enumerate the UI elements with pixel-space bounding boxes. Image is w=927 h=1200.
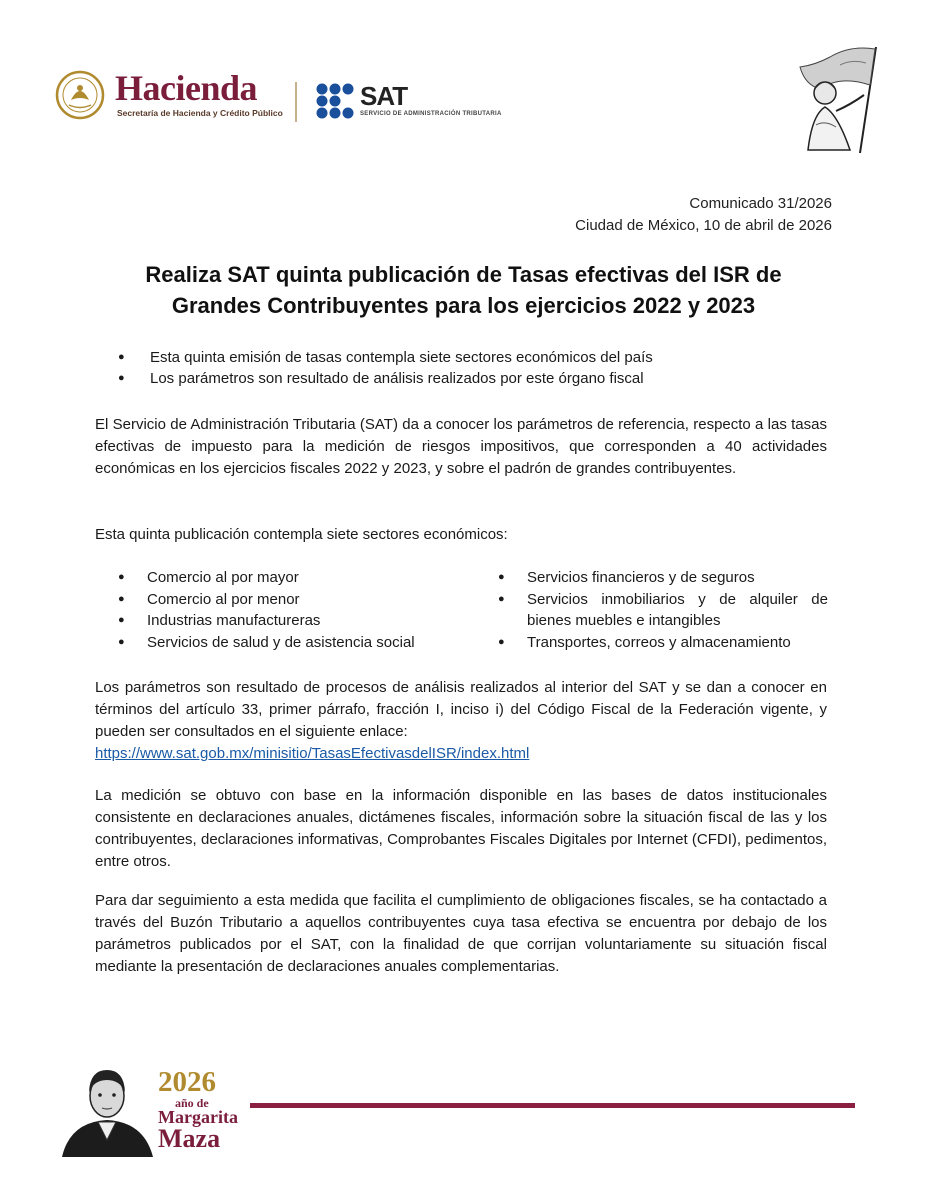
heroine-flag-illustration	[780, 45, 888, 155]
paragraph-measurement: La medición se obtuvo con base en la información disponible en las bases de datos institucionales consistente en declaraciones anuales, dictámenes fiscales, información sobre la situación fiscal de las y los contribuyentes, declaraciones informativas, Comprobantes Fiscales Digitales por Internet (CFDI), pedimentos, entre otros.	[95, 787, 827, 870]
title-line-1: Realiza SAT quinta publicación de Tasas efectivas del ISR de	[145, 262, 782, 287]
title-line-2: Grandes Contribuyentes para los ejercicios 2022 y 2023	[171, 293, 756, 318]
list-item: ● Servicios inmobiliarios y de alquiler de bienes muebles e intangibles	[498, 589, 828, 632]
sat-title: SAT	[360, 81, 408, 111]
sat-logo-icon	[315, 82, 355, 120]
hacienda-title: Hacienda	[115, 68, 258, 108]
sectors-left-column	[118, 567, 458, 653]
header-logos	[55, 68, 535, 128]
footer-year: 2026	[158, 1066, 216, 1098]
hacienda-subtitle: Secretaría de Hacienda y Crédito Público	[117, 108, 283, 118]
list-item: ● Comercio al por mayor	[118, 567, 458, 589]
national-seal-icon	[55, 70, 105, 120]
paragraph-follow-up: Para dar seguimiento a esta medida que facilita el cumplimiento de obligaciones fiscales, se ha contactado a través del Buzón Tributario a aquellos contribuyentes cuya tasa efectiva se encuentra por debajo de los parámetros publicados por el SAT, con la finalidad de que corrijan voluntariamente su situación fiscal mediante la presentación de declaraciones anuales complementarias.	[95, 892, 827, 975]
highlights-list	[118, 347, 818, 389]
comunicado-number: Comunicado 31/2026	[689, 195, 832, 212]
page-title	[95, 259, 832, 321]
list-item: ● Servicios financieros y de seguros	[498, 567, 828, 589]
paragraph-intro: El Servicio de Administración Tributaria (SAT) da a conocer los parámetros de referencia, respecto a las tasas efectivas de impuesto para la medición de riesgos impositivos, que corresponden a 40 actividades económicas en los ejercicios fiscales 2022 y 2023, y sobre el padrón de grandes contribuyentes.	[95, 416, 827, 477]
margarita-maza-portrait	[60, 1062, 155, 1157]
footer-name-last: Maza	[158, 1124, 221, 1153]
sectors-right-column	[498, 567, 828, 653]
release-date: Ciudad de México, 10 de abril de 2026	[575, 217, 832, 234]
footer-divider	[250, 1103, 855, 1108]
sat-subtitle: SERVICIO DE ADMINISTRACIÓN TRIBUTARIA	[360, 111, 502, 117]
footer-name-first: Margarita	[158, 1107, 238, 1127]
list-item: ● Los parámetros son resultado de análisis realizados por este órgano fiscal	[118, 368, 818, 389]
press-release-meta	[575, 193, 832, 237]
paragraph-parameters-text: Los parámetros son resultado de procesos de análisis realizados al interior del SAT y se dan a conocer en términos del artículo 33, primer párrafo, fracción I, inciso i) del Código Fiscal de la Federación vigente, y pueden ser consultados en el siguiente enlace:	[95, 679, 827, 740]
tasas-efectivas-link[interactable]: https://www.sat.gob.mx/minisitio/TasasEfectivasdelISR/index.html	[95, 745, 530, 762]
paragraph-parameters	[95, 677, 827, 765]
list-item: ● Industrias manufactureras	[118, 610, 458, 632]
paragraph-sectors-intro: Esta quinta publicación contempla siete sectores económicos:	[95, 526, 508, 543]
logo-divider	[295, 82, 297, 122]
list-item: ● Transportes, correos y almacenamiento	[498, 632, 828, 654]
footer-ano-de: año de	[175, 1096, 209, 1110]
list-item: ● Comercio al por menor	[118, 589, 458, 611]
list-item: ● Servicios de salud y de asistencia social	[118, 632, 458, 654]
list-item: ● Esta quinta emisión de tasas contempla siete sectores económicos del país	[118, 347, 818, 368]
